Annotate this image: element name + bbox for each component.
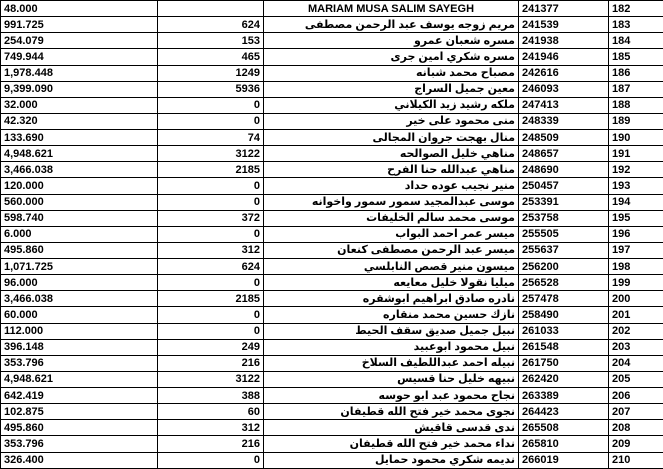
row-number-cell: 187 <box>609 81 663 97</box>
amount-cell: 353.796 <box>1 355 158 371</box>
amount-cell: 495.860 <box>1 242 158 258</box>
quantity-cell: 216 <box>158 436 264 452</box>
quantity-cell <box>158 1 264 17</box>
amount-cell: 96.000 <box>1 275 158 291</box>
account-code-cell: 241946 <box>519 49 609 65</box>
holder-name-cell: منى محمود على خير <box>264 113 519 129</box>
account-code-cell: 256528 <box>519 275 609 291</box>
holder-name-cell: مسره شعبان عمرو <box>264 33 519 49</box>
amount-cell: 642.419 <box>1 388 158 404</box>
table-body <box>1 1 663 469</box>
table-row <box>1 259 663 275</box>
account-code-cell: 264423 <box>519 404 609 420</box>
amount-cell: 112.000 <box>1 323 158 339</box>
table-row <box>1 33 663 49</box>
row-number-cell: 190 <box>609 130 663 146</box>
holder-name-cell: ميسون منير قصص النابلسي <box>264 259 519 275</box>
account-code-cell: 266019 <box>519 452 609 469</box>
quantity-cell: 74 <box>158 130 264 146</box>
amount-cell: 3,466.038 <box>1 162 158 178</box>
account-code-cell: 262420 <box>519 371 609 387</box>
holder-name-cell: نبيل محمود ابوعبيد <box>264 339 519 355</box>
table-row <box>1 436 663 452</box>
quantity-cell: 216 <box>158 355 264 371</box>
account-code-cell: 246093 <box>519 81 609 97</box>
row-number-cell: 197 <box>609 242 663 258</box>
quantity-cell: 3122 <box>158 371 264 387</box>
table-row <box>1 130 663 146</box>
row-number-cell: 184 <box>609 33 663 49</box>
table-row <box>1 1 663 17</box>
amount-cell: 120.000 <box>1 178 158 194</box>
holder-name-cell: نجاح محمود عبد ابو حوسه <box>264 388 519 404</box>
account-code-cell: 261548 <box>519 339 609 355</box>
account-code-cell: 258490 <box>519 307 609 323</box>
holder-name-cell: نجوى محمد خير فتح الله قطيفان <box>264 404 519 420</box>
table-row <box>1 355 663 371</box>
table-row <box>1 210 663 226</box>
amount-cell: 9,399.090 <box>1 81 158 97</box>
holder-name-cell: موسى محمد سالم الخليفات <box>264 210 519 226</box>
amount-cell: 48.000 <box>1 1 158 17</box>
amount-cell: 560.000 <box>1 194 158 210</box>
table-row <box>1 194 663 210</box>
quantity-cell: 312 <box>158 242 264 258</box>
quantity-cell: 0 <box>158 226 264 242</box>
amount-cell: 1,071.725 <box>1 259 158 275</box>
account-code-cell: 253758 <box>519 210 609 226</box>
holder-name-cell: نبيل جميل صديق سقف الحيط <box>264 323 519 339</box>
account-code-cell: 263389 <box>519 388 609 404</box>
account-code-cell: 265508 <box>519 420 609 436</box>
quantity-cell: 1249 <box>158 65 264 81</box>
holder-name-cell: مناهي عبدالله حنا الفرح <box>264 162 519 178</box>
quantity-cell: 153 <box>158 33 264 49</box>
table-row <box>1 65 663 81</box>
holder-name-cell: نبيهه خليل حنا قسيس <box>264 371 519 387</box>
table-row <box>1 420 663 436</box>
holder-name-cell: نديمه شكري محمود حمايل <box>264 452 519 469</box>
account-code-cell: 247413 <box>519 97 609 113</box>
quantity-cell: 0 <box>158 113 264 129</box>
holder-name-cell: ميسر عبد الرحمن مصطفى كنعان <box>264 242 519 258</box>
quantity-cell: 0 <box>158 323 264 339</box>
holder-name-cell: ملكه رشيد زيد الكيلاني <box>264 97 519 113</box>
row-number-cell: 203 <box>609 339 663 355</box>
amount-cell: 353.796 <box>1 436 158 452</box>
row-number-cell: 207 <box>609 404 663 420</box>
table-row <box>1 178 663 194</box>
quantity-cell: 0 <box>158 97 264 113</box>
quantity-cell: 249 <box>158 339 264 355</box>
amount-cell: 598.740 <box>1 210 158 226</box>
amount-cell: 1,978.448 <box>1 65 158 81</box>
table-row <box>1 242 663 258</box>
account-code-cell: 257478 <box>519 291 609 307</box>
row-number-cell: 198 <box>609 259 663 275</box>
row-number-cell: 210 <box>609 452 663 469</box>
amount-cell: 4,948.621 <box>1 371 158 387</box>
row-number-cell: 202 <box>609 323 663 339</box>
amount-cell: 60.000 <box>1 307 158 323</box>
row-number-cell: 200 <box>609 291 663 307</box>
holder-name-cell: MARIAM MUSA SALIM SAYEGH <box>264 1 519 17</box>
table-row <box>1 17 663 33</box>
row-number-cell: 195 <box>609 210 663 226</box>
row-number-cell: 208 <box>609 420 663 436</box>
quantity-cell: 0 <box>158 307 264 323</box>
holder-name-cell: معين جميل السراج <box>264 81 519 97</box>
quantity-cell: 312 <box>158 420 264 436</box>
quantity-cell: 624 <box>158 17 264 33</box>
quantity-cell: 465 <box>158 49 264 65</box>
holder-name-cell: ميسر عمر احمد البواب <box>264 226 519 242</box>
amount-cell: 991.725 <box>1 17 158 33</box>
row-number-cell: 191 <box>609 146 663 162</box>
holder-name-cell: نداء محمد خير فتح الله قطيفان <box>264 436 519 452</box>
quantity-cell: 0 <box>158 178 264 194</box>
quantity-cell: 60 <box>158 404 264 420</box>
account-code-cell: 261750 <box>519 355 609 371</box>
row-number-cell: 199 <box>609 275 663 291</box>
amount-cell: 326.400 <box>1 452 158 469</box>
holder-name-cell: ندى قدسى قاقيش <box>264 420 519 436</box>
table-row <box>1 162 663 178</box>
account-code-cell: 241539 <box>519 17 609 33</box>
account-code-cell: 248509 <box>519 130 609 146</box>
row-number-cell: 189 <box>609 113 663 129</box>
holder-name-cell: مناهي خليل الصوالحه <box>264 146 519 162</box>
row-number-cell: 188 <box>609 97 663 113</box>
amount-cell: 102.875 <box>1 404 158 420</box>
table-row <box>1 307 663 323</box>
table-row <box>1 452 663 469</box>
table-row <box>1 81 663 97</box>
table-row <box>1 323 663 339</box>
row-number-cell: 205 <box>609 371 663 387</box>
quantity-cell: 2185 <box>158 162 264 178</box>
table-row <box>1 388 663 404</box>
amount-cell: 3,466.038 <box>1 291 158 307</box>
quantity-cell: 2185 <box>158 291 264 307</box>
amount-cell: 749.944 <box>1 49 158 65</box>
account-code-cell: 248657 <box>519 146 609 162</box>
row-number-cell: 201 <box>609 307 663 323</box>
account-code-cell: 261033 <box>519 323 609 339</box>
table-row <box>1 291 663 307</box>
row-number-cell: 183 <box>609 17 663 33</box>
row-number-cell: 185 <box>609 49 663 65</box>
account-code-cell: 255637 <box>519 242 609 258</box>
account-code-cell: 255505 <box>519 226 609 242</box>
holder-name-cell: نادره صادق ابراهيم ابوشقره <box>264 291 519 307</box>
row-number-cell: 193 <box>609 178 663 194</box>
account-code-cell: 256200 <box>519 259 609 275</box>
row-number-cell: 186 <box>609 65 663 81</box>
row-number-cell: 196 <box>609 226 663 242</box>
amount-cell: 32.000 <box>1 97 158 113</box>
account-code-cell: 241377 <box>519 1 609 17</box>
holder-name-cell: منال بهجت جروان المجالى <box>264 130 519 146</box>
table-row <box>1 49 663 65</box>
account-code-cell: 241938 <box>519 33 609 49</box>
row-number-cell: 204 <box>609 355 663 371</box>
account-code-cell: 242616 <box>519 65 609 81</box>
account-code-cell: 253391 <box>519 194 609 210</box>
holder-name-cell: موسى عبدالمجيد سمور سمور واخوانه <box>264 194 519 210</box>
amount-cell: 4,948.621 <box>1 146 158 162</box>
table-row <box>1 371 663 387</box>
quantity-cell: 3122 <box>158 146 264 162</box>
account-code-cell: 248339 <box>519 113 609 129</box>
table-row <box>1 339 663 355</box>
account-code-cell: 265810 <box>519 436 609 452</box>
holder-name-cell: نازك حسين محمد منقاره <box>264 307 519 323</box>
quantity-cell: 0 <box>158 452 264 469</box>
amount-cell: 254.079 <box>1 33 158 49</box>
quantity-cell: 388 <box>158 388 264 404</box>
table-row <box>1 404 663 420</box>
table-row <box>1 146 663 162</box>
account-code-cell: 250457 <box>519 178 609 194</box>
amount-cell: 133.690 <box>1 130 158 146</box>
holder-name-cell: نبيله احمد عبداللطيف السلاخ <box>264 355 519 371</box>
row-number-cell: 206 <box>609 388 663 404</box>
table-row <box>1 226 663 242</box>
holder-name-cell: مسره شكري امين جرى <box>264 49 519 65</box>
amount-cell: 495.860 <box>1 420 158 436</box>
amount-cell: 396.148 <box>1 339 158 355</box>
table-row <box>1 97 663 113</box>
quantity-cell: 0 <box>158 194 264 210</box>
account-code-cell: 248690 <box>519 162 609 178</box>
row-number-cell: 209 <box>609 436 663 452</box>
quantity-cell: 0 <box>158 275 264 291</box>
quantity-cell: 372 <box>158 210 264 226</box>
table-row <box>1 113 663 129</box>
quantity-cell: 5936 <box>158 81 264 97</box>
quantity-cell: 624 <box>158 259 264 275</box>
amount-cell: 42.320 <box>1 113 158 129</box>
holder-name-cell: مريم زوجه يوسف عبد الرحمن مصطفى <box>264 17 519 33</box>
holder-name-cell: منير نجيب عوده حداد <box>264 178 519 194</box>
row-number-cell: 182 <box>609 1 663 17</box>
holder-name-cell: مصباح محمد شبانه <box>264 65 519 81</box>
row-number-cell: 194 <box>609 194 663 210</box>
amount-cell: 6.000 <box>1 226 158 242</box>
row-number-cell: 192 <box>609 162 663 178</box>
table-row <box>1 275 663 291</box>
holder-name-cell: ميليا نقولا خليل معايعه <box>264 275 519 291</box>
